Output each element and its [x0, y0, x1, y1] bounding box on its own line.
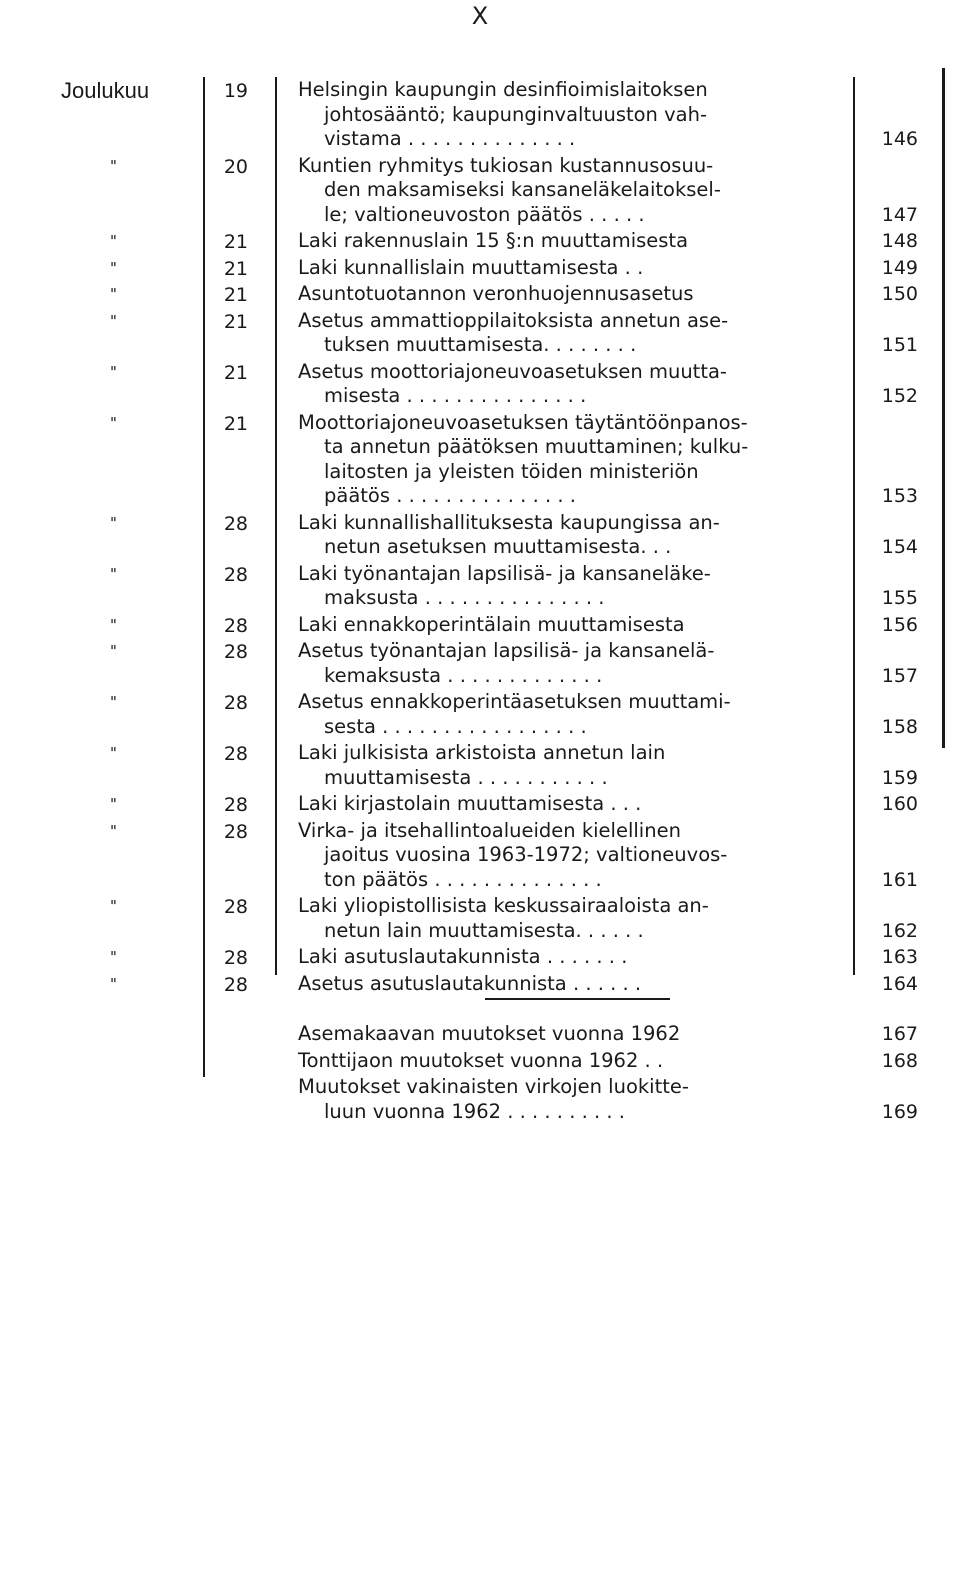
ditto-mark: " [110, 564, 117, 583]
page-reference: 164 [881, 972, 918, 995]
day-number: 28 [223, 820, 248, 843]
page-reference: 155 [881, 587, 918, 609]
page-reference: 152 [881, 385, 918, 407]
page-reference: 159 [881, 766, 918, 789]
ditto-mark: " [110, 821, 117, 840]
ditto-mark: " [110, 513, 117, 532]
entry-title [298, 511, 843, 560]
page-reference: 154 [881, 536, 918, 558]
page-reference: 163 [881, 946, 918, 968]
page-reference: 156 [881, 613, 918, 636]
ditto-mark: " [110, 311, 117, 330]
day-number: 21 [223, 412, 248, 435]
entry-title-line: Asetus ennakkoperintäasetuksen muuttami- [298, 690, 731, 713]
entry-title-line: Virka- ja itsehallintoalueiden kielellinen [298, 818, 681, 842]
ditto-mark: " [110, 232, 117, 250]
page-reference: 148 [881, 230, 918, 252]
entry-title-line: netun asetuksen muuttamisesta. . . [324, 535, 672, 558]
entry-title-line: muuttamisesta . . . . . . . . . . . [324, 765, 608, 789]
day-number: 28 [223, 743, 248, 765]
entry-title-line: le; valtioneuvoston päätös . . . . . [324, 202, 645, 226]
entry-title [298, 154, 843, 228]
entry-title [298, 282, 843, 307]
entry-title [298, 1022, 843, 1047]
entry-title [298, 562, 843, 611]
entry-title-line: netun lain muuttamisesta. . . . . . [324, 918, 644, 942]
entry-title-line: Laki ennakkoperintälain muuttamisesta [298, 612, 685, 636]
month-label: Joulukuu [61, 78, 150, 103]
entry-title [298, 945, 843, 970]
entry-title [298, 972, 843, 997]
entry-title [298, 613, 843, 638]
page-reference: 151 [881, 334, 918, 356]
page-reference: 149 [881, 256, 918, 279]
page-reference: 146 [881, 128, 918, 150]
entry-title-line: Moottoriajoneuvoasetuksen täytäntöönpanos- [298, 410, 748, 434]
day-number: 21 [223, 257, 248, 280]
entry-title-line: jaoitus vuosina 1963-1972; valtioneuvos- [324, 843, 728, 866]
entry-title-line: den maksamiseksi kansaneläkelaitoksel- [324, 178, 721, 201]
entry-title [298, 639, 843, 688]
entry-title-line: Laki kunnallishallituksesta kaupungissa an- [298, 510, 720, 534]
ditto-mark: " [110, 413, 117, 432]
entry-title-line: Kuntien ryhmitys tukiosan kustannusosuu- [298, 153, 714, 177]
ditto-mark: " [110, 744, 117, 762]
day-number: 28 [223, 692, 248, 714]
day-number: 28 [223, 947, 248, 969]
entry-title-line: Asemakaavan muutokset vuonna 1962 [298, 1022, 681, 1045]
entry-title-line: tuksen muuttamisesta. . . . . . . . [324, 333, 637, 356]
day-number: 28 [223, 896, 248, 918]
entry-title [298, 309, 843, 358]
page-reference: 167 [881, 1023, 918, 1045]
entry-title-line: Asetus ammattioppilaitoksista annetun ase- [298, 308, 729, 332]
day-number: 21 [223, 284, 248, 306]
entry-title-line: maksusta . . . . . . . . . . . . . . . [324, 586, 605, 609]
ditto-mark: " [110, 285, 117, 303]
entry-title-line: ta annetun päätöksen muuttaminen; kulku- [324, 435, 749, 458]
entry-title-line: Laki julkisista arkistoista annetun lain [298, 741, 666, 764]
day-number: 21 [223, 361, 248, 384]
column-divider-right [853, 77, 855, 975]
page-reference: 161 [881, 868, 918, 891]
entry-title-line: kemaksusta . . . . . . . . . . . . . [324, 663, 603, 687]
ditto-mark: " [110, 974, 117, 993]
ditto-mark: " [110, 795, 117, 813]
entry-title-line: Asetus työnantajan lapsilisä- ja kansanelä- [298, 639, 715, 662]
entry-title [298, 1049, 843, 1074]
entry-title-line: sesta . . . . . . . . . . . . . . . . . [324, 714, 587, 738]
day-number: 21 [223, 310, 248, 333]
entry-title-line: Laki työnantajan lapsilisä- ja kansaneläke- [298, 561, 711, 585]
day-number: 28 [223, 641, 248, 663]
page-number: X [471, 2, 489, 30]
entry-title-line: päätös . . . . . . . . . . . . . . . [324, 484, 576, 507]
day-number: 28 [223, 614, 248, 637]
day-number: 28 [223, 794, 248, 816]
entry-title-line: Laki yliopistollisista keskussairaaloista an- [298, 894, 709, 917]
entry-title-line: johtosääntö; kaupunginvaltuuston vah- [324, 102, 708, 126]
entry-title [298, 78, 843, 152]
entry-title-line: misesta . . . . . . . . . . . . . . . [324, 384, 587, 407]
entry-title-line: Asetus moottoriajoneuvoasetuksen muutta- [298, 359, 727, 383]
entry-title-line: Laki kunnallislain muuttamisesta . . [298, 255, 644, 279]
entry-title [298, 229, 843, 254]
ditto-mark: " [110, 642, 117, 660]
ditto-mark: " [110, 615, 117, 634]
ditto-mark: " [110, 258, 117, 277]
page-reference: 169 [881, 1100, 918, 1123]
entry-title-line: Helsingin kaupungin desinfioimislaitoksen [298, 78, 708, 101]
entry-title-line: Asetus asutuslautakunnista . . . . . . [298, 971, 642, 995]
entry-title [298, 894, 843, 943]
page-reference: 162 [881, 919, 918, 942]
ditto-mark: " [110, 156, 117, 175]
page-reference: 157 [881, 664, 918, 687]
page-reference: 158 [881, 715, 918, 738]
page-reference: 153 [881, 485, 918, 507]
day-number: 20 [223, 155, 248, 178]
day-number: 19 [223, 80, 248, 102]
right-page-edge-line [942, 68, 945, 748]
day-number: 28 [223, 563, 248, 586]
ditto-mark: " [110, 693, 117, 711]
page-reference: 150 [881, 283, 918, 305]
entry-title-line: vistama . . . . . . . . . . . . . . [324, 127, 576, 150]
entry-title [298, 411, 843, 509]
entry-title-line: laitosten ja yleisten töiden ministeriön [324, 459, 699, 483]
entry-title [298, 1075, 843, 1124]
entry-title [298, 360, 843, 409]
ditto-mark: " [110, 362, 117, 381]
column-divider-middle [275, 77, 277, 975]
ditto-mark: " [110, 948, 117, 966]
page-reference: 147 [881, 203, 918, 226]
entry-title-line: Laki rakennuslain 15 §:n muuttamisesta [298, 229, 689, 252]
entry-title-line: Laki asutuslautakunnista . . . . . . . [298, 945, 628, 968]
day-number: 21 [223, 231, 248, 253]
entry-title-line: ton päätös . . . . . . . . . . . . . . [324, 867, 602, 891]
page-reference: 168 [881, 1049, 918, 1072]
entry-title-line: luun vuonna 1962 . . . . . . . . . . [324, 1099, 625, 1123]
day-number: 28 [223, 512, 248, 535]
entry-title-line: Muutokset vakinaisten virkojen luokitte- [298, 1075, 689, 1098]
entry-title [298, 741, 843, 790]
entry-title-line: Asuntotuotannon veronhuojennusasetus [298, 282, 694, 305]
entry-title [298, 690, 843, 739]
entry-title [298, 819, 843, 893]
entry-title-line: Tonttijaon muutokset vuonna 1962 . . [298, 1048, 664, 1072]
entry-title-line: Laki kirjastolain muuttamisesta . . . [298, 792, 642, 815]
entry-title [298, 256, 843, 281]
day-number: 28 [223, 973, 248, 996]
entry-title [298, 792, 843, 817]
section-separator-rule [485, 998, 670, 1000]
page-reference: 160 [881, 793, 918, 815]
ditto-mark: " [110, 897, 117, 915]
